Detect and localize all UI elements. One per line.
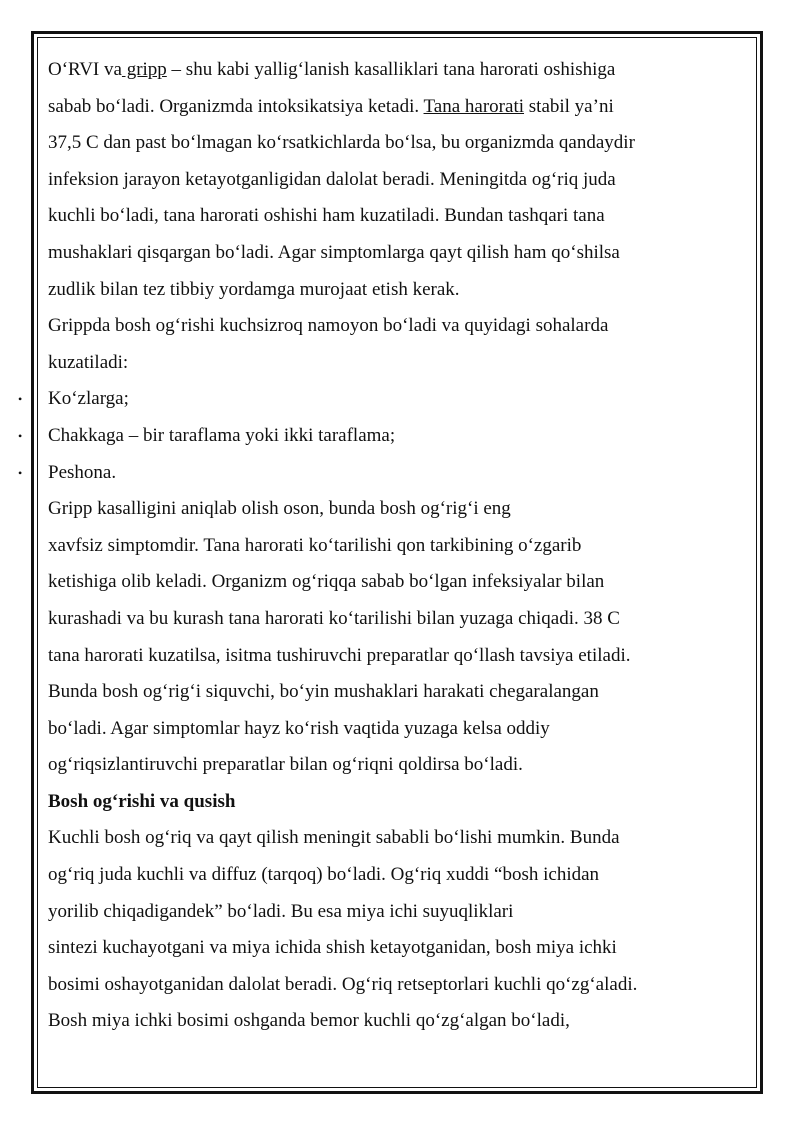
text-line: mushaklari qisqargan bo‘ladi. Agar simptomlarga qayt qilish ham qo‘shilsa — [48, 241, 620, 263]
text-line: infeksion jarayon ketayotganligidan dalolat beradi. Meningitda og‘riq juda — [48, 168, 616, 190]
text-line: zudlik bilan tez tibbiy yordamga murojaat etish kerak. — [48, 278, 460, 300]
text-line: sabab bo‘ladi. Organizmda intoksikatsiya ketadi. Tana harorati stabil ya’ni — [48, 95, 614, 117]
bullet-icon: • — [18, 428, 23, 443]
text-line: xavfsiz simptomdir. Tana harorati ko‘tarilishi qon tarkibining o‘zgarib — [48, 534, 582, 556]
document-body — [18, 52, 748, 1040]
list-item: • Ko‘zlarga; — [48, 381, 748, 418]
list-item: • Chakkaga – bir taraflama yoki ikki taraflama; — [48, 418, 748, 455]
text-line: yorilib chiqadigandek” bo‘ladi. Bu esa miya ichi suyuqliklari — [48, 900, 514, 922]
text-line: Kuchli bosh og‘riq va qayt qilish meningit sababli bo‘lishi mumkin. Bunda — [48, 827, 620, 849]
text-line: og‘riqsizlantiruvchi preparatlar bilan og‘riqni qoldirsa bo‘ladi. — [48, 754, 523, 776]
section-heading: Bosh og‘rishi va qusish — [48, 790, 236, 812]
text-line: sintezi kuchayotgani va miya ichida shish ketayotganidan, bosh miya ichki — [48, 937, 617, 959]
text-line: og‘riq juda kuchli va diffuz (tarqoq) bo‘ladi. Og‘riq xuddi “bosh ichidan — [48, 864, 600, 886]
text-line: Bunda bosh og‘rig‘i siquvchi, bo‘yin mushaklari harakati chegaralangan — [48, 681, 599, 703]
text-line: tana harorati kuzatilsa, isitma tushiruvchi preparatlar qo‘llash tavsiya etiladi. — [48, 644, 631, 666]
text-line: Bosh miya ichki bosimi oshganda bemor kuchli qo‘zg‘algan bo‘ladi, — [48, 1010, 570, 1032]
text-line: 37,5 C dan past bo‘lmagan ko‘rsatkichlarda bo‘lsa, bu organizmda qandaydir — [48, 132, 635, 154]
bullet-icon: • — [18, 392, 23, 407]
text-line: kuchli bo‘ladi, tana harorati oshishi ham kuzatiladi. Bundan tashqari tana — [48, 205, 605, 227]
bullet-icon: • — [18, 465, 23, 480]
text-line: Gripp kasalligini aniqlab olish oson, bunda bosh og‘rig‘i eng — [48, 498, 511, 520]
tana-harorati-link[interactable]: Tana harorati — [423, 95, 525, 117]
gripp-link[interactable]: gripp — [121, 59, 167, 80]
text-line: Grippda bosh og‘rishi kuchsizroq namoyon bo‘ladi va quyidagi sohalarda — [48, 315, 609, 337]
text-line: kuzatiladi: — [48, 351, 129, 373]
text-line: ketishiga olib keladi. Organizm og‘riqqa sabab bo‘lgan infeksiyalar bilan — [48, 571, 605, 593]
text-line: bosimi oshayotganidan dalolat beradi. Og‘riq retseptorlari kuchli qo‘zg‘aladi. — [48, 973, 638, 995]
text-line: O‘RVI va gripp – shu kabi yallig‘lanish kasalliklari tana harorati oshishiga — [48, 59, 616, 80]
text-line: bo‘ladi. Agar simptomlar hayz ko‘rish vaqtida yuzaga kelsa oddiy — [48, 717, 550, 739]
list-item: • Peshona. — [48, 455, 748, 492]
text-line: kurashadi va bu kurash tana harorati ko‘tarilishi bilan yuzaga chiqadi. 38 C — [48, 607, 620, 629]
